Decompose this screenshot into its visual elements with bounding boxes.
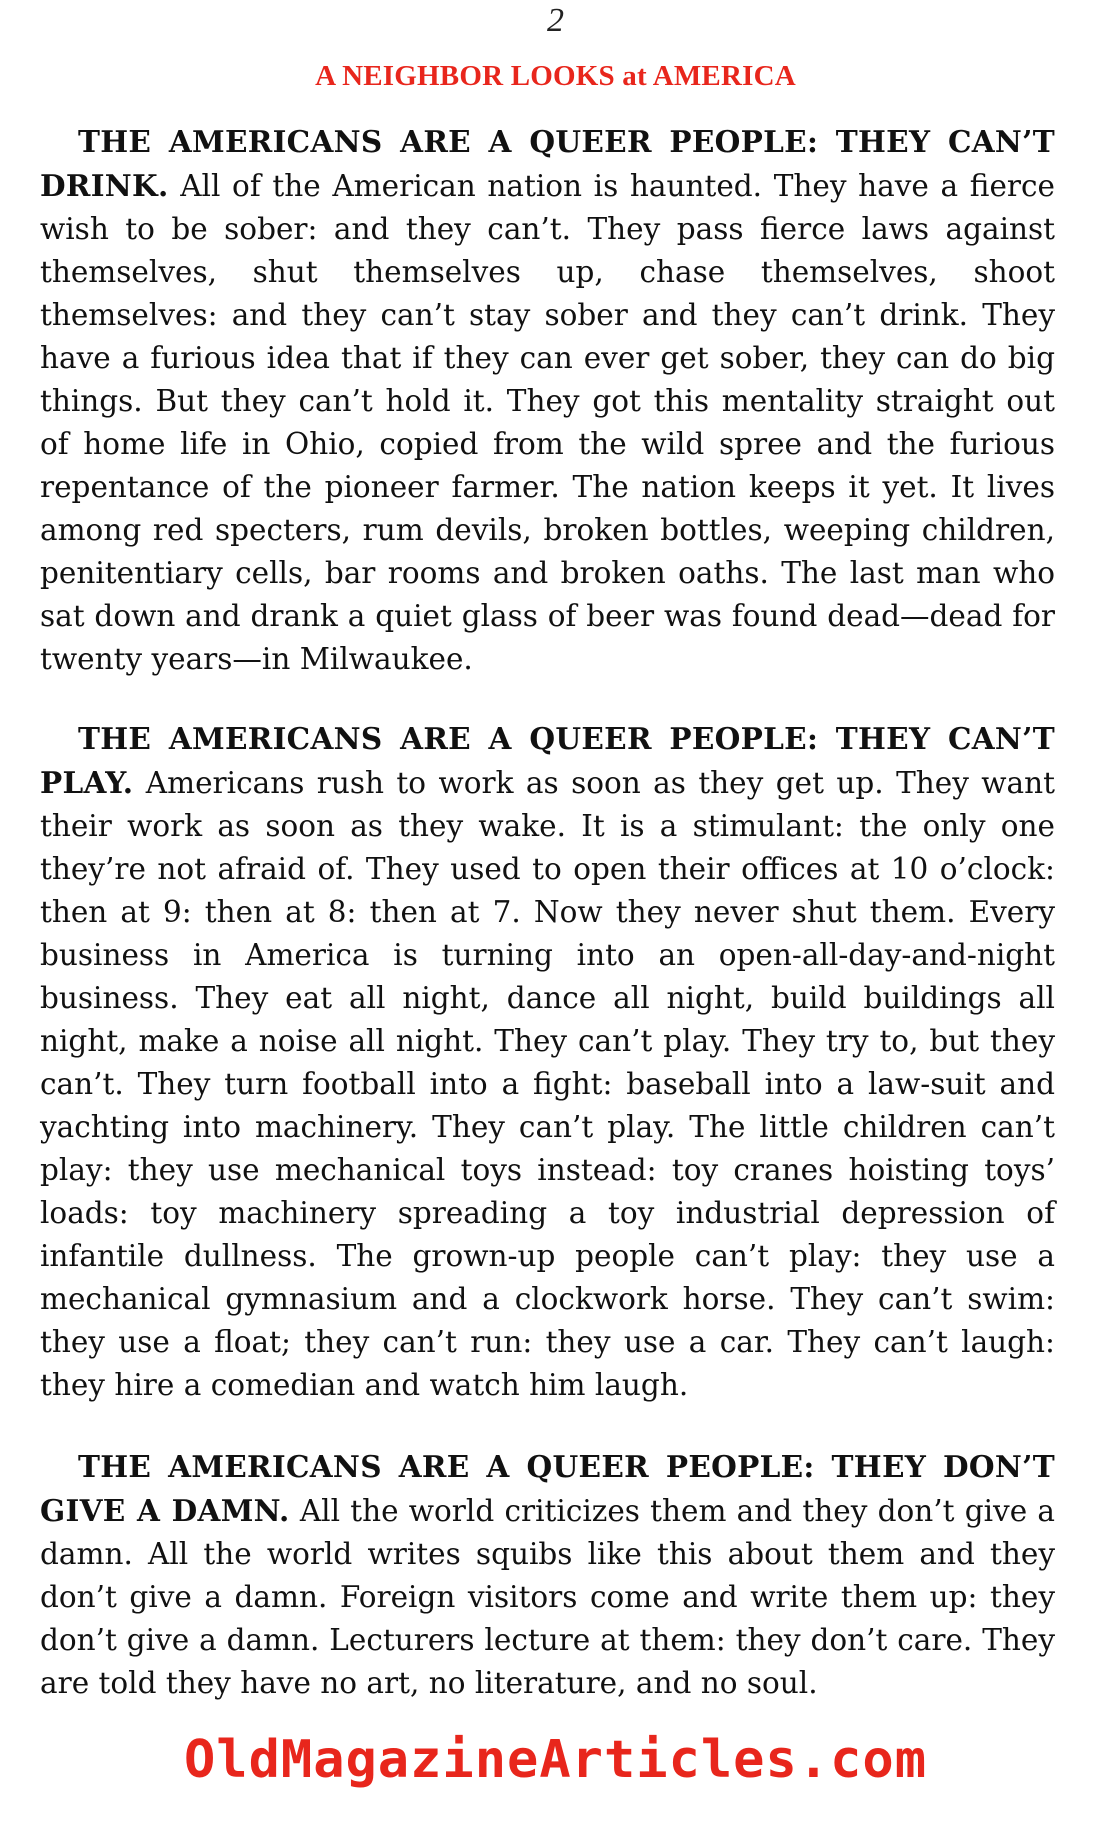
paragraph-lead: THE AMERICANS ARE A QUEER PEOPLE: THEY CAN’T PLAY. — [40, 721, 1055, 800]
paragraph-body: Americans rush to work as soon as they get up. They want their work as soon as they wake. It is a stimulant: the only one they’re not afraid of. They used to open their offices at 10 o’clock: then at 9: then at 8: then at 7. Now they never shut them. Every business in America is turning into an open-all-day-and-night business. They eat all night, dance all night, build buildings all night, make a noise all night. They can’t play. They try to, but they can’t. They turn football into a fight: baseball into a law-suit and yachting into machinery. They can’t play. The little children can’t play: they use mechanical toys instead: toy cranes hoisting toys’ loads: toy machinery spreading a toy industrial depression of infantile dullness. The grown-up people can’t play: they use a mechanical gymnasium and a clockwork horse. They can’t swim: they use a float; they can’t run: they use a car. They can’t laugh: they hire a comedian and watch him laugh. — [40, 766, 1055, 1402]
paragraph-lead: THE AMERICANS ARE A QUEER PEOPLE: THEY DON’T GIVE A DAMN. — [40, 1449, 1055, 1528]
article-paragraph — [40, 120, 1055, 681]
page-number: 2 — [547, 2, 564, 39]
site-watermark: OldMagazineArticles.com — [183, 1730, 928, 1790]
article-title: A NEIGHBOR LOOKS at AMERICA — [315, 60, 796, 92]
paragraph-body: All the world criticizes them and they don’t give a damn. All the world writes squibs like this about them and they don’t give a damn. Foreign visitors come and write them up: they don’t give a damn. Lecturers lecture at them: they don’t care. They are told they have no art, no literature, and no soul. — [40, 1494, 1055, 1700]
paragraph-body: All of the American nation is haunted. They have a fierce wish to be sober: and they can’t. They pass fierce laws against themselves, shut themselves up, chase themselves, shoot themselves: and they can’t stay sober and they can’t drink. They have a furious idea that if they can ever get sober, they can do big things. But they can’t hold it. They got this mentality straight out of home life in Ohio, copied from the wild spree and the furious repentance of the pioneer farmer. The nation keeps it yet. It lives among red specters, rum devils, broken bottles, weeping children, penitentiary cells, bar rooms and broken oaths. The last man who sat down and drank a quiet glass of beer was found dead—dead for twenty years—in Milwaukee. — [40, 169, 1055, 676]
article-paragraph — [40, 717, 1055, 1407]
article-paragraph — [40, 1445, 1055, 1705]
paragraph-lead: THE AMERICANS ARE A QUEER PEOPLE: THEY CAN’T DRINK. — [40, 124, 1055, 203]
